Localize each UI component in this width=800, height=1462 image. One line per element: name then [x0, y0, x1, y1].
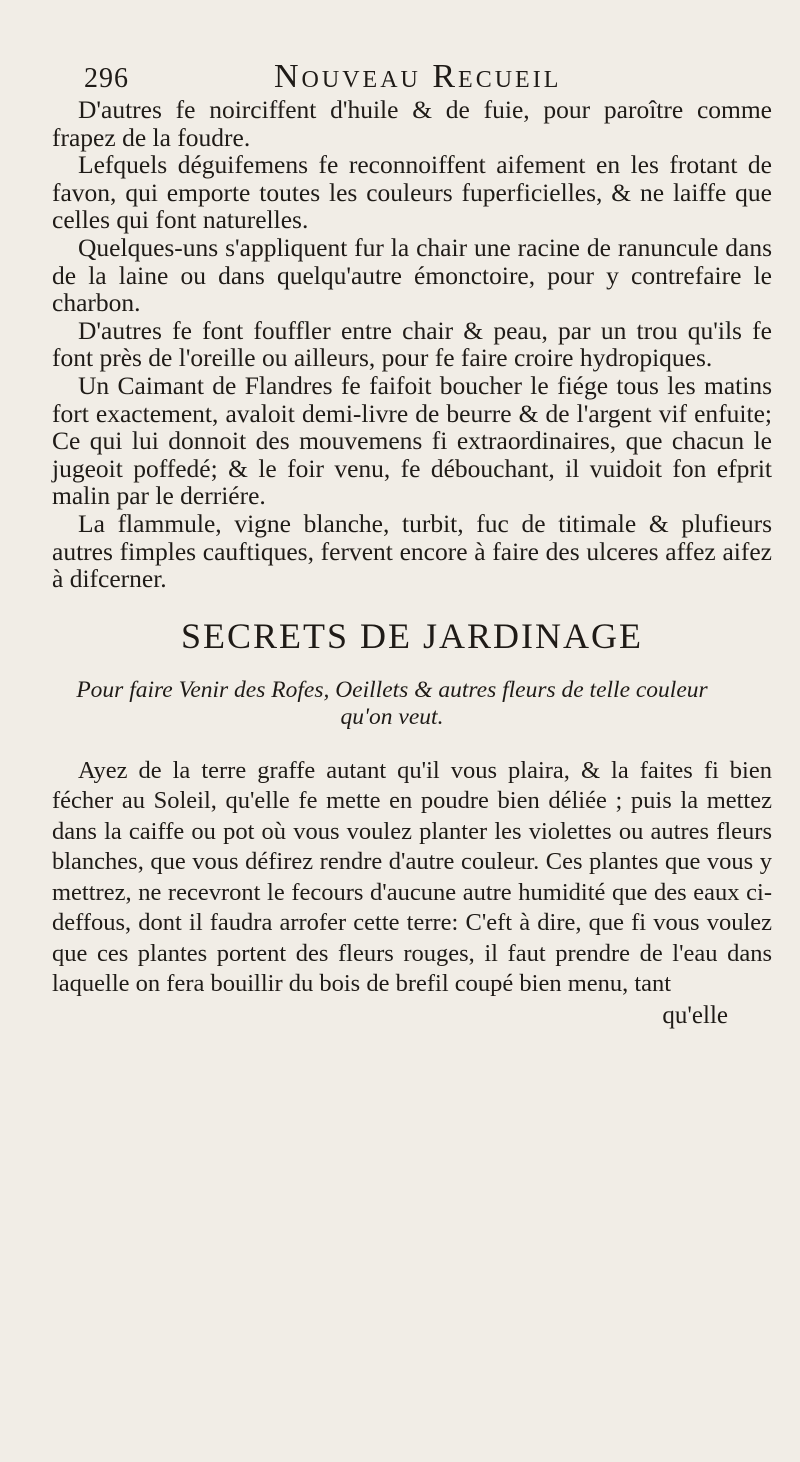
- paragraph: La flammule, vigne blanche, turbit, fuc de titimale & plufieurs autres fimples cauftiques, fervent encore à faire des ulceres affez aifez à difcerner.: [52, 508, 772, 594]
- paragraph: D'autres fe font fouffler entre chair & peau, par un trou qu'ils fe font près de l'oreille ou ailleurs, pour fe faire croire hydropiques.: [52, 315, 772, 373]
- running-title: Nouveau Recueil: [274, 58, 562, 95]
- paragraph: Lefquels déguifemens fe reconnoiffent aifement en les frotant de favon, qui emporte toutes les couleurs fuperficielles, & ne laiffe que celles qui font naturelles.: [52, 150, 772, 235]
- paragraph: Ayez de la terre graffe autant qu'il vous plaira, & la faites fi bien fécher au Soleil, qu'elle fe mette en poudre bien déliée ; puis la mettez dans la caiffe ou pot où vous voulez planter les violettes ou autres fleurs blanches, que vous défirez rendre d'autre couleur. Ces plantes que vous y mettrez, ne recevront le fecours d'aucune autre humidité que des eaux ci-deffous, dont il faudra arrofer cette terre: C'eft à dire, que fi vous voulez que ces plantes portent des fleurs rouges, il faut prendre de l'eau dans laquelle on fera bouillir du bois de brefil coupé bien menu, tant: [52, 756, 772, 998]
- paragraph: Un Caimant de Flandres fe faifoit boucher le fiége tous les matins fort exactement, avaloit demi-livre de beurre & de l'argent vif enfuite; Ce qui lui donnoit des mouvemens fi extraordinaires, que chacun le jugeoit poffedé; & le foir venu, fe débouchant, il vuidoit fon efprit malin par le derriére.: [52, 370, 772, 511]
- page-number: 296: [84, 63, 129, 94]
- paragraph: Quelques-uns s'appliquent fur la chair une racine de ranuncule dans de la laine ou dans quelqu'autre émonctoire, pour y contrefaire le charbon.: [52, 232, 772, 318]
- section-subtitle: Pour faire Venir des Rofes, Oeillets & autres fleurs de telle couleur qu'on veut.: [76, 676, 708, 731]
- section-title: SECRETS DE JARDINAGE: [180, 615, 643, 656]
- paragraph: D'autres fe noirciffent d'huile & de fuie, pour paroître comme frapez de la foudre.: [52, 95, 772, 152]
- running-head: [52, 58, 772, 96]
- catchword: qu'elle: [662, 1001, 728, 1029]
